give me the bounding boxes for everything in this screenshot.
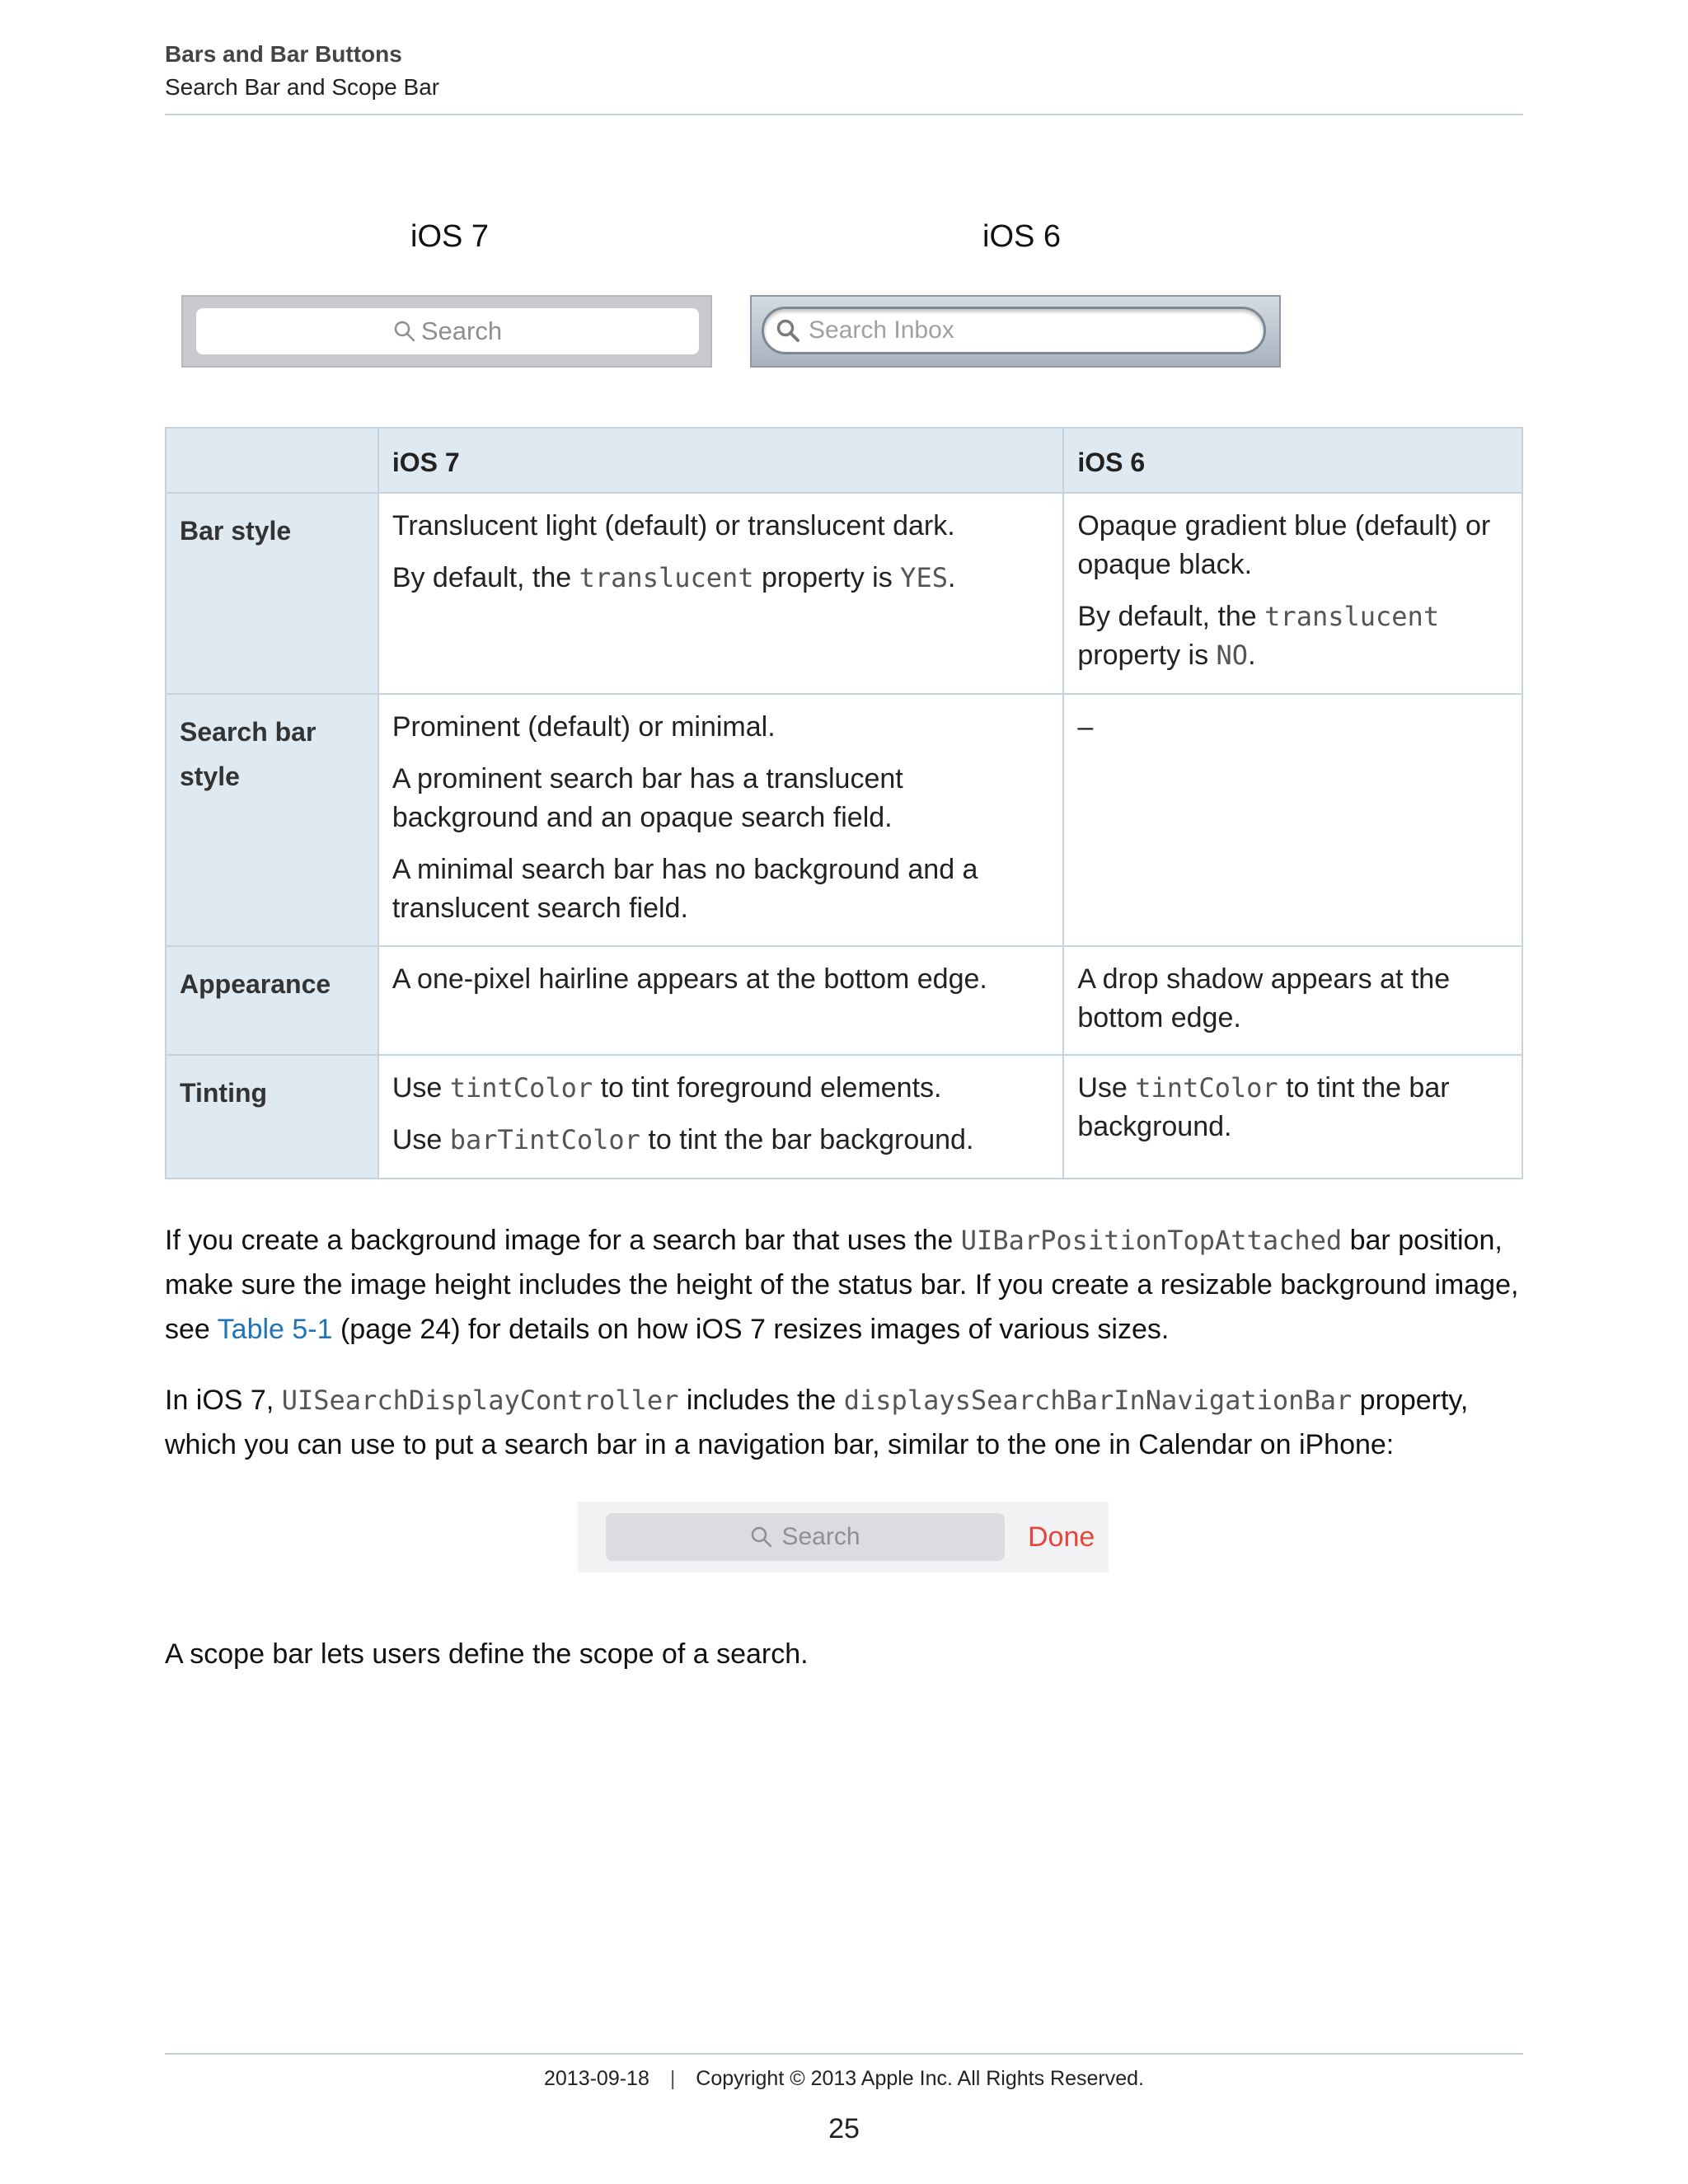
cell-text: Use barTintColor to tint the bar background.: [392, 1124, 974, 1155]
cell-search-bar-style-ios6: [1063, 694, 1522, 946]
cell-text: Use tintColor to tint the bar background.: [1077, 1072, 1450, 1142]
body-paragraph-search-display-controller: In iOS 7, UISearchDisplayController includes the displaysSearchBarInNavigationBar property, which you can use to put a search bar in a navigation bar, similar to the one in Calendar on iPhone:: [165, 1385, 1469, 1460]
cell-text: Opaque gradient blue (default) or opaque black.: [1077, 510, 1491, 580]
comparison-table: [165, 427, 1523, 1179]
page-number: 25: [828, 2113, 860, 2144]
code-bartintcolor: barTintColor: [449, 1124, 640, 1155]
cell-tinting-ios7: [378, 1055, 1064, 1179]
cell-text: A prominent search bar has a translucent background and an opaque search field.: [392, 763, 903, 833]
footer-separator: |: [669, 2067, 676, 2090]
cell-text: Prominent (default) or minimal.: [392, 711, 776, 743]
cell-text: By default, the translucent property is YES.: [392, 562, 956, 593]
table-row: [166, 694, 1522, 946]
done-button: Done: [1028, 1521, 1095, 1553]
body-paragraph-scope-bar: A scope bar lets users define the scope of a search.: [165, 1638, 809, 1670]
footer-date: 2013-09-18: [543, 2067, 649, 2090]
footer-rule: [165, 2053, 1523, 2055]
cell-text: A one-pixel hairline appears at the bottom edge.: [392, 963, 987, 995]
calendar-search-field: [606, 1513, 1005, 1561]
code-displayssearchbarinnavigationbar: displaysSearchBarInNavigationBar: [843, 1385, 1353, 1416]
cell-search-bar-style-ios7: [378, 694, 1064, 946]
row-label-bar-style: Bar style: [166, 493, 378, 694]
cell-appearance-ios7: [378, 946, 1064, 1055]
ios6-search-placeholder: Search Inbox: [809, 316, 954, 344]
page-header: [165, 38, 1523, 104]
ios6-search-field: [762, 307, 1266, 354]
cell-tinting-ios6: [1063, 1055, 1522, 1179]
table-5-1-link[interactable]: Table 5-1: [217, 1314, 333, 1345]
table-corner-cell: [166, 428, 378, 493]
calendar-search-placeholder: Search: [781, 1523, 860, 1550]
ios7-search-bar-image: [181, 295, 712, 368]
figure-ios6-label: iOS 6: [982, 219, 1062, 254]
row-label-appearance: Appearance: [166, 946, 378, 1055]
cell-text: By default, the translucent property is NO.: [1077, 601, 1440, 671]
table-row: [166, 493, 1522, 694]
header-rule: [165, 114, 1523, 115]
cell-appearance-ios6: [1063, 946, 1522, 1055]
figure-ios7-label: iOS 7: [410, 219, 490, 254]
code-no: NO: [1216, 640, 1249, 671]
table-row: [166, 1055, 1522, 1179]
column-header-ios7: iOS 7: [378, 428, 1064, 493]
code-yes: YES: [900, 562, 948, 593]
cell-text: Use tintColor to tint foreground elements.: [392, 1072, 942, 1104]
code-uisearchdisplaycontroller: UISearchDisplayController: [281, 1385, 679, 1416]
code-tintcolor: tintColor: [1135, 1072, 1278, 1104]
cell-bar-style-ios6: [1063, 493, 1522, 694]
cell-bar-style-ios7: [378, 493, 1064, 694]
cell-text: –: [1077, 711, 1094, 743]
header-section-title: Bars and Bar Buttons: [165, 41, 402, 67]
ios7-search-placeholder: Search: [420, 316, 503, 345]
row-label-search-bar-style: Search bar style: [166, 694, 378, 946]
search-icon: [750, 1526, 773, 1549]
row-label-tinting: Tinting: [166, 1055, 378, 1179]
cell-text: A drop shadow appears at the bottom edge.: [1077, 963, 1451, 1033]
body-paragraph-background-image: If you create a background image for a search bar that uses the UIBarPositionTopAttached bar position, make sure the image height includes the height of the status bar. If you create a resizable background image, see Table 5-1 (page 24) for details on how iOS 7 resizes images of various sizes.: [165, 1225, 1519, 1345]
footer-copyright-line: [165, 2067, 1523, 2091]
calendar-search-bar-image: [578, 1502, 1109, 1572]
ios6-search-bar-image: [750, 295, 1281, 368]
footer-copyright: Copyright © 2013 Apple Inc. All Rights Reserved.: [696, 2067, 1144, 2090]
table-header-row: [166, 428, 1522, 493]
header-subsection-title: Search Bar and Scope Bar: [165, 74, 440, 100]
ios7-search-field: [196, 308, 699, 354]
search-icon: [393, 320, 416, 343]
search-icon: [776, 318, 800, 343]
column-header-ios6: iOS 6: [1063, 428, 1522, 493]
cell-text: Translucent light (default) or translucent dark.: [392, 510, 955, 541]
code-translucent: translucent: [1264, 601, 1440, 632]
code-uibarpositiontopattached: UIBarPositionTopAttached: [960, 1225, 1343, 1256]
code-translucent: translucent: [579, 562, 754, 593]
cell-text: A minimal search bar has no background and a translucent search field.: [392, 854, 978, 924]
table-row: [166, 946, 1522, 1055]
code-tintcolor: tintColor: [449, 1072, 593, 1104]
